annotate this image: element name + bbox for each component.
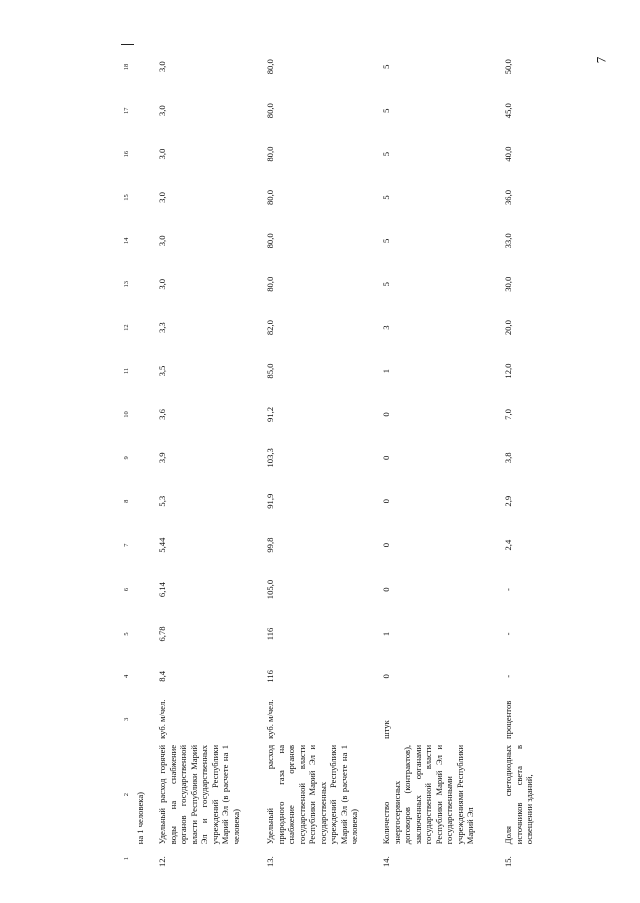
page-number: 7 <box>593 56 609 64</box>
value-cell: 85,0 <box>265 363 276 379</box>
column-header: 3 <box>123 717 130 721</box>
value-cell: 80,0 <box>265 276 276 292</box>
value-cell: 5 <box>381 108 392 113</box>
column-header: 17 <box>123 107 130 114</box>
column-header: 12 <box>123 324 130 331</box>
value-cell: 36,0 <box>503 189 514 205</box>
value-cell: 80,0 <box>265 233 276 249</box>
column-header: 8 <box>123 499 130 503</box>
row-index: 14. <box>381 856 392 867</box>
value-cell: 5 <box>381 282 392 287</box>
value-cell: 40,0 <box>503 146 514 162</box>
value-cell: 6,78 <box>157 626 168 642</box>
table-row <box>155 45 263 871</box>
column-header: 6 <box>123 587 130 592</box>
value-cell: 8,4 <box>157 670 168 682</box>
value-cell: 3,0 <box>157 61 168 73</box>
value-cell: 5 <box>381 238 392 244</box>
value-cell: 0 <box>381 542 392 548</box>
continuation-row <box>134 45 155 871</box>
value-cell: 91,9 <box>265 493 276 509</box>
value-cell: 1 <box>381 368 392 374</box>
value-cell: 0 <box>381 499 392 504</box>
value-cell: 116 <box>265 670 276 683</box>
column-header: 4 <box>123 674 130 678</box>
value-cell: 82,0 <box>265 320 276 336</box>
column-header: 13 <box>123 281 130 288</box>
value-cell: 5,3 <box>157 495 168 507</box>
table-header-row <box>121 45 134 871</box>
indicator-name: Доля светодиодных источников света в освещении зданий, <box>503 744 535 845</box>
value-cell: 50,0 <box>503 59 514 75</box>
column-header: 10 <box>123 411 130 418</box>
value-cell: 33,0 <box>503 233 514 249</box>
column-header: 15 <box>123 194 130 201</box>
value-cell: 0 <box>381 412 392 417</box>
value-cell: 0 <box>381 674 392 679</box>
unit-cell: куб. м/чел. <box>265 699 276 739</box>
value-cell: 3,5 <box>157 365 168 377</box>
column-header: 16 <box>123 150 130 158</box>
value-cell: - <box>503 632 514 636</box>
indicator-name: Количество энергосервисных договоров (контрактов), заключенных органами государственной власти Республики Марий Эл и государственными учреждениями Республики Марий Эл <box>381 744 476 845</box>
column-header: 5 <box>123 632 130 636</box>
value-cell: 5 <box>381 64 392 69</box>
table-row <box>263 45 379 871</box>
continuation-text: на 1 человека) <box>135 792 145 845</box>
value-cell: 5 <box>381 151 392 157</box>
unit-cell: процентов <box>503 700 514 739</box>
value-cell: 3,0 <box>157 278 168 290</box>
value-cell: 105,0 <box>265 579 276 600</box>
column-header: 14 <box>123 237 130 245</box>
column-header: 1 <box>123 857 130 861</box>
value-cell: - <box>503 588 514 591</box>
value-cell: 3,8 <box>503 452 514 464</box>
row-index: 15. <box>503 856 514 867</box>
value-cell: 3,3 <box>157 322 168 334</box>
value-cell: 30,0 <box>503 276 514 292</box>
column-header: 2 <box>123 792 130 797</box>
row-index: 12. <box>157 856 168 867</box>
value-cell: 116 <box>265 627 276 641</box>
value-cell: 3,0 <box>157 235 168 247</box>
value-cell: 3,9 <box>157 452 168 464</box>
value-cell: 12,0 <box>503 363 514 379</box>
table-row <box>379 45 501 871</box>
row-index: 13. <box>265 856 276 867</box>
value-cell: 2,4 <box>503 539 514 551</box>
value-cell: 3,0 <box>157 192 168 203</box>
value-cell: - <box>503 674 514 678</box>
value-cell: 91,2 <box>265 406 276 422</box>
unit-cell: штук <box>381 720 392 739</box>
value-cell: 3 <box>381 325 392 330</box>
value-cell: 20,0 <box>503 320 514 336</box>
value-cell: 0 <box>381 587 392 592</box>
value-cell: 99,8 <box>265 537 276 553</box>
value-cell: 45,0 <box>503 103 514 119</box>
column-header: 18 <box>121 45 134 90</box>
indicators-table <box>121 44 549 870</box>
value-cell: 6,14 <box>157 582 168 598</box>
column-header: 11 <box>123 367 130 375</box>
rotated-table-page <box>121 44 591 870</box>
value-cell: 80,0 <box>265 146 276 162</box>
value-cell: 2,9 <box>503 495 514 507</box>
value-cell: 5 <box>381 195 392 200</box>
value-cell: 3,0 <box>157 105 168 117</box>
column-header: 9 <box>123 456 130 460</box>
unit-cell: куб. м/чел. <box>157 699 168 739</box>
value-cell: 3,0 <box>157 148 168 160</box>
value-cell: 5,44 <box>157 537 168 553</box>
value-cell: 1 <box>381 631 392 637</box>
value-cell: 0 <box>381 455 392 460</box>
value-cell: 80,0 <box>265 103 276 119</box>
column-header: 7 <box>123 543 130 547</box>
indicator-name: Удельный расход горячей воды на снабжение органов государственной власти Республики Марий Эл и государственных учреждений Республики Марий Эл (в расчете на 1 человека) <box>157 744 241 845</box>
indicator-name: Удельный расход природного газа на снабжение органов государственной власти Республики Марий Эл и государственных учреждений Республики Марий Эл (в расчете на 1 человека) <box>265 744 360 845</box>
value-cell: 80,0 <box>265 59 276 75</box>
table-row <box>501 45 549 871</box>
value-cell: 80,0 <box>265 189 276 205</box>
value-cell: 7,0 <box>503 409 514 420</box>
value-cell: 103,3 <box>265 448 276 468</box>
value-cell: 3,6 <box>157 409 168 420</box>
